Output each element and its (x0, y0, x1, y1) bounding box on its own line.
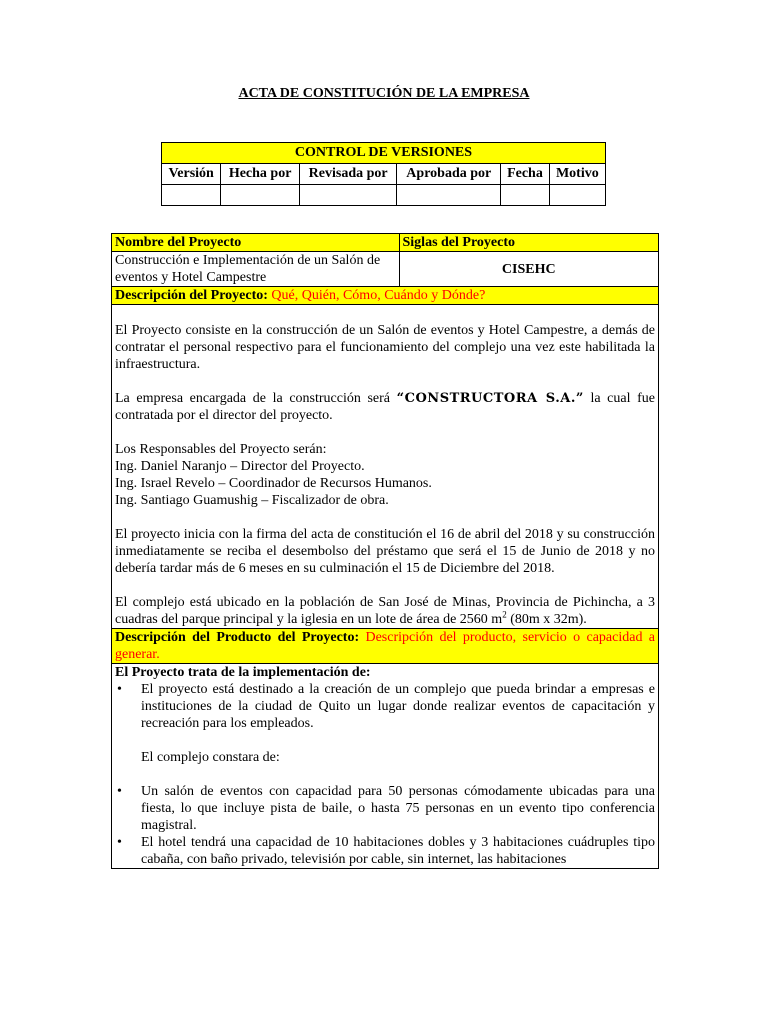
product-description-hint: Descripción del producto, servicio o capacidad a generar. (115, 630, 655, 662)
column-header-reviewed-by: Revisada por (300, 164, 397, 185)
project-description-label: Descripción del Proyecto: (115, 288, 268, 303)
column-header-reason: Motivo (549, 164, 605, 185)
description-paragraph: El complejo está ubicado en la población de San José de Minas, Provincia de Pichincha, a 3 cuadras del parque principal y la iglesia en un lote de área de 2560 $m^2$ (80m x 32m). (115, 595, 655, 627)
bullet-icon: • (117, 784, 122, 799)
project-name-value: Construcción e Implementación de un Salón de eventos y Hotel Campestre (112, 252, 400, 287)
responsable-item: Ing. Santiago Guamushig – Fiscalizador de obra. (115, 493, 389, 508)
column-header-version: Versión (162, 164, 221, 185)
document-title: ACTA DE CONSTITUCIÓN DE LA EMPRESA (238, 86, 530, 101)
product-intro: El Proyecto trata de la implementación de: (115, 665, 371, 680)
table-cell (549, 185, 605, 206)
product-constara: El complejo constara de: (141, 750, 280, 765)
version-control-table (161, 142, 606, 206)
project-description-hint: Qué, Quién, Cómo, Cuándo y Dónde? (271, 288, 486, 303)
responsable-item: Ing. Israel Revelo – Coordinador de Recursos Humanos. (115, 476, 432, 491)
description-paragraph: La empresa encargada de la construcción será “CONSTRUCTORA S.A.” la cual fue contratada por el director del proyecto. (115, 391, 655, 423)
project-name-label: Nombre del Proyecto (112, 234, 400, 252)
version-control-header: CONTROL DE VERSIONES (162, 143, 606, 164)
project-description-header (112, 287, 659, 305)
responsable-item: Ing. Daniel Naranjo – Director del Proyecto. (115, 459, 365, 474)
project-acronym-value: CISEHC (399, 252, 659, 287)
description-paragraph: El proyecto inicia con la firma del acta de constitución el 16 de abril del 2018 y su construcción inmediatamente se reciba el desembolso del préstamo que será el 15 de Junio de 2018 y no debería tardar más de 6 meses en su culminación el 15 de Diciembre del 2018. (115, 527, 655, 576)
bullet-icon: • (117, 835, 122, 850)
product-description-label: Descripción del Producto del Proyecto: (115, 630, 360, 645)
product-description-body (112, 664, 659, 869)
column-header-made-by: Hecha por (221, 164, 300, 185)
list-item: • El hotel tendrá una capacidad de 10 habitaciones dobles y 3 habitaciones cuádruples tipo cabaña, con baño privado, televisión por cable, sin internet, las habitaciones (117, 835, 655, 867)
table-cell (221, 185, 300, 206)
table-cell (300, 185, 397, 206)
list-item: • El proyecto está destinado a la creación de un complejo que pueda brindar a empresas e instituciones de la ciudad de Quito un lugar donde realizar eventos de capacitación y recreación para los empleados. (117, 682, 655, 731)
list-item: • Un salón de eventos con capacidad para 50 personas cómodamente ubicadas para una fiesta, lo que incluye pista de baile, o hasta 75 personas en un evento tipo conferencia magistral. (117, 784, 655, 833)
table-row (162, 185, 606, 206)
responsables-intro: Los Responsables del Proyecto serán: (115, 442, 327, 457)
bullet-icon: • (117, 682, 122, 697)
description-paragraph: El Proyecto consiste en la construcción de un Salón de eventos y Hotel Campestre, a demás de contratar el personal respectivo para el funcionamiento del complejo una vez este habilitada la infraestructura. (115, 323, 655, 372)
table-cell (397, 185, 501, 206)
column-header-date: Fecha (501, 164, 549, 185)
project-description-body (112, 305, 659, 629)
column-header-approved-by: Aprobada por (397, 164, 501, 185)
company-name: “CONSTRUCTORA S.A.” (396, 391, 584, 406)
project-table (111, 233, 659, 869)
project-acronym-label: Siglas del Proyecto (399, 234, 659, 252)
table-cell (162, 185, 221, 206)
product-description-header (112, 629, 659, 664)
table-cell (501, 185, 549, 206)
